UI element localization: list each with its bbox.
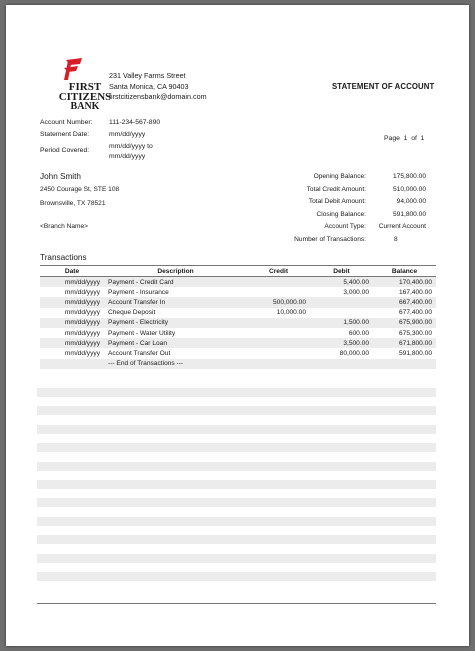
period-covered-value	[109, 142, 153, 161]
bank-address-line-2: Santa Monica, CA 90403	[109, 81, 189, 91]
statement-title: STATEMENT OF ACCOUNT	[332, 82, 435, 91]
table-row	[40, 338, 436, 348]
table-row	[40, 318, 436, 328]
cell-balance: 667,400.00	[373, 297, 436, 307]
statement-date-value: mm/dd/yyyy	[109, 131, 146, 138]
col-header-date: Date	[40, 266, 104, 277]
bank-address	[109, 71, 207, 103]
cell-balance: 671,800.00	[373, 338, 436, 348]
table-header-row	[40, 266, 436, 277]
blank-row	[37, 517, 436, 526]
summary-value: 94,000.00	[396, 198, 426, 205]
table-row	[40, 277, 436, 288]
cell-empty	[40, 359, 104, 369]
cell-date: mm/dd/yyyy	[40, 338, 104, 348]
cell-debit: 80,000.00	[339, 349, 369, 357]
cell-credit	[247, 328, 310, 338]
cell-debit	[310, 308, 373, 318]
customer-city: Brownsville, TX 78521	[40, 200, 106, 207]
table-bottom-divider	[37, 603, 436, 604]
bank-logo-flag-icon	[60, 58, 84, 80]
cell-date: mm/dd/yyyy	[64, 288, 100, 296]
bank-logo-wordmark	[54, 82, 116, 112]
cell-debit: 3,000.00	[343, 288, 369, 296]
summary-label: Opening Balance:	[313, 173, 366, 180]
table-row	[40, 308, 436, 318]
transactions-title: Transactions	[40, 253, 87, 262]
cell-debit: 5,400.00	[310, 277, 373, 288]
cell-credit: 500,000.00	[247, 297, 310, 307]
cell-description: Account Transfer In	[104, 297, 247, 307]
statement-page	[6, 5, 469, 646]
cell-credit: 10,000.00	[276, 309, 306, 317]
blank-row	[37, 554, 436, 563]
blank-row	[37, 406, 436, 415]
col-header-balance: Balance	[373, 266, 436, 277]
cell-balance: 170,400.00	[373, 277, 436, 288]
logo-line-3: BANK	[70, 101, 100, 112]
cell-description: Payment - Credit Card	[104, 277, 247, 288]
cell-description: Payment - Insurance	[108, 288, 169, 296]
cell-balance: 675,900.00	[373, 318, 436, 328]
blank-row	[37, 388, 436, 397]
blank-row-stripes	[37, 388, 436, 590]
end-of-transactions-row	[40, 359, 436, 369]
cell-date: mm/dd/yyyy	[40, 297, 104, 307]
cell-credit	[247, 277, 310, 288]
col-header-credit: Credit	[247, 266, 310, 277]
period-start: mm/dd/yyyy to	[109, 143, 153, 150]
cell-credit	[247, 338, 310, 348]
cell-balance: 675,300.00	[398, 329, 432, 337]
table-row	[40, 297, 436, 307]
bank-email: firstcitizensbank@domain.com	[109, 92, 207, 101]
table-row	[40, 348, 436, 358]
summary-label: Number of Transactions:	[294, 235, 366, 243]
summary-value: 175,800.00	[392, 173, 426, 180]
cell-date: mm/dd/yyyy	[64, 349, 100, 357]
account-number-value: 111-234-567-890	[109, 119, 161, 126]
col-header-description: Description	[104, 266, 247, 277]
cell-description: Account Transfer Out	[108, 349, 171, 357]
cell-date: mm/dd/yyyy	[64, 329, 100, 337]
logo-line-2: CITIZENS	[58, 91, 112, 103]
cell-empty	[373, 359, 436, 369]
blank-row	[37, 425, 436, 434]
summary-value: 510,000.00	[392, 185, 426, 193]
cell-date: mm/dd/yyyy	[40, 277, 104, 288]
cell-description: Payment - Car Loan	[104, 338, 247, 348]
cell-description: Cheque Deposit	[108, 309, 156, 317]
cell-debit: 600.00	[348, 329, 369, 337]
blank-row	[37, 535, 436, 544]
blank-row	[37, 480, 436, 489]
cell-debit: 3,500.00	[310, 338, 373, 348]
customer-name: John Smith	[40, 172, 81, 181]
end-of-transactions: --- End of Transactions ---	[104, 359, 247, 369]
cell-debit	[310, 297, 373, 307]
table-row	[40, 328, 436, 338]
blank-row	[37, 443, 436, 452]
statement-date-label: Statement Date:	[40, 131, 90, 138]
branch-name: <Branch Name>	[40, 223, 89, 230]
page-current: 1	[403, 135, 408, 142]
logo-line-1: FIRST	[68, 81, 102, 93]
cell-empty	[310, 359, 373, 369]
page-indicator	[384, 135, 424, 142]
summary-label: Total Credit Amount:	[306, 185, 366, 193]
cell-date: mm/dd/yyyy	[64, 309, 100, 317]
cell-credit	[247, 287, 310, 297]
summary-label: Account Type:	[324, 223, 366, 230]
blank-row	[37, 462, 436, 471]
cell-empty	[247, 359, 310, 369]
cell-balance: 167,400.00	[398, 288, 432, 296]
cell-description: Payment - Electricity	[104, 318, 247, 328]
blank-row	[37, 572, 436, 581]
summary-label: Total Debit Amount:	[308, 198, 366, 205]
bank-address-line-1: 231 Valley Farms Street	[109, 71, 186, 80]
cell-debit: 1,500.00	[310, 318, 373, 328]
summary-value: Current Account	[378, 223, 426, 230]
cell-date: mm/dd/yyyy	[40, 318, 104, 328]
page-label: Page	[384, 135, 400, 142]
summary-value: 591,800.00	[392, 210, 426, 218]
cell-description: Payment - Water Utility	[108, 329, 176, 337]
blank-row	[37, 498, 436, 507]
period-end: mm/dd/yyyy	[109, 152, 146, 160]
cell-balance: 591,800.00	[398, 349, 432, 357]
cell-credit	[247, 348, 310, 358]
table-row	[40, 287, 436, 297]
summary-label: Closing Balance:	[316, 210, 366, 218]
page-total: 1	[420, 135, 425, 142]
customer-street: 2450 Courage St, STE 108	[40, 186, 120, 193]
bank-logo	[54, 58, 114, 118]
cell-credit	[247, 318, 310, 328]
col-header-debit: Debit	[310, 266, 373, 277]
summary-value: 8	[394, 235, 398, 243]
transactions-table	[40, 265, 436, 369]
page-of-label: of	[411, 135, 417, 142]
account-number-label: Account Number:	[40, 119, 93, 126]
cell-balance: 677,400.00	[398, 309, 432, 317]
period-covered-label: Period Covered:	[40, 147, 90, 154]
